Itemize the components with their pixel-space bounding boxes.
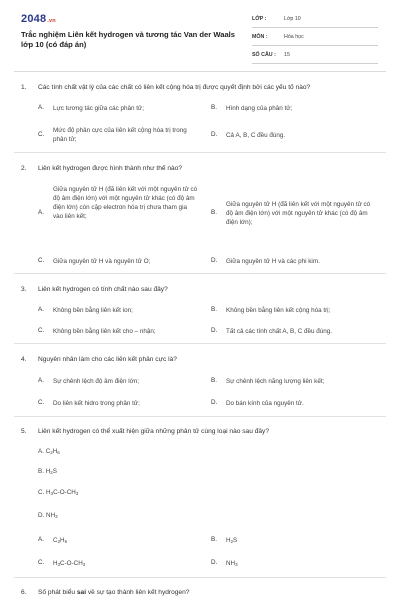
logo-suffix: .vn: [47, 18, 56, 24]
header: [0, 0, 400, 72]
option-letter: A.: [38, 536, 44, 543]
divider: [14, 416, 386, 417]
formula-line-a: A. $C_2H_6$: [38, 448, 60, 455]
meta-key: LỚP :: [252, 16, 267, 22]
option-text: Do liên kết hidro trong phân tử;: [53, 400, 140, 407]
question-number: 2.: [21, 165, 27, 172]
option-text: $NH_3$: [226, 560, 238, 567]
option-letter: C.: [38, 559, 45, 566]
question-number: 1.: [21, 84, 27, 91]
formula-line-b: B. $H_2S$: [38, 468, 57, 475]
meta-row-count: [252, 50, 378, 64]
page-title: Trắc nghiệm Liên kết hydrogen và tương tác Van der Waals lớp 10 (có đáp án): [21, 30, 236, 50]
option-text: Hình dạng của phân tử;: [226, 105, 293, 112]
meta-value: 15: [284, 52, 290, 58]
option-letter: D.: [211, 399, 218, 406]
option-text: Tất cả các tính chất A, B, C đều đúng.: [226, 328, 333, 335]
question-text: Liên kết hydrogen có tính chất nào sau đây?: [38, 286, 168, 293]
option-letter: A.: [38, 377, 44, 384]
question-text: Nguyên nhân làm cho các liên kết phân cực là?: [38, 356, 177, 363]
option-text: Mức độ phân cực của liên kết cộng hóa trị trong phân tử;: [53, 127, 187, 144]
option-text: $H_3C-O-CH_3$: [53, 560, 86, 567]
divider: [14, 343, 386, 344]
meta-key: MÔN :: [252, 34, 268, 40]
option-letter: B.: [211, 104, 217, 111]
option-letter: D.: [211, 257, 218, 264]
option-letter: B.: [211, 377, 217, 384]
question-text: Số phát biểu sai về sự tạo thành liên kết hydrogen?: [38, 589, 190, 596]
option-text: Không bền bằng liên kết cộng hóa trị;: [226, 307, 331, 314]
option-letter: D.: [211, 327, 218, 334]
option-letter: C.: [38, 327, 45, 334]
option-text: $C_2H_6$: [53, 537, 68, 544]
option-text: Cả A, B, C đều đúng.: [226, 132, 286, 139]
meta-value: Hóa học: [284, 34, 304, 40]
option-text: Sự chênh lệch năng lượng liên kết;: [226, 378, 325, 385]
option-text: Giữa nguyên tử H và nguyên tử O;: [53, 258, 151, 265]
option-text: $H_2S$: [226, 537, 238, 544]
option-letter: B.: [211, 209, 217, 216]
option-letter: A.: [38, 209, 44, 216]
divider: [14, 273, 386, 274]
meta-row-class: [252, 14, 378, 28]
question-text: Liên kết hydrogen được hình thành như thế nào?: [38, 165, 183, 172]
option-text: Giữa nguyên tử H và các phi kim.: [226, 258, 320, 265]
divider: [14, 152, 386, 153]
meta-key: SỐ CÂU :: [252, 52, 276, 58]
option-text: Giữa nguyên tử H (đã liên kết với một nguyên tử có độ âm điện lớn) với một nguyên tử khác (có độ âm điện lớn);: [226, 201, 371, 227]
logo-text: 2048: [21, 13, 47, 25]
option-text: Giữa nguyên tử H (đã liên kết với một nguyên tử có độ âm điện lớn) với một nguyên tử khác (có độ âm điện lớn) còn cặp electron hóa trị chưa tham gia vào liên kết;: [53, 186, 198, 221]
site-logo[interactable]: [21, 12, 56, 27]
meta-panel: [252, 14, 378, 68]
divider: [14, 577, 386, 578]
option-letter: B.: [211, 536, 217, 543]
divider: [14, 71, 386, 72]
option-letter: A.: [38, 104, 44, 111]
question-number: 3.: [21, 286, 27, 293]
option-letter: A.: [38, 306, 44, 313]
option-letter: C.: [38, 257, 45, 264]
option-letter: D.: [211, 559, 218, 566]
option-letter: C.: [38, 131, 45, 138]
option-letter: D.: [211, 131, 218, 138]
option-text: Lực tương tác giữa các phân tử;: [53, 105, 145, 112]
question-number: 6.: [21, 589, 27, 596]
formula-line-d: D. $NH_3$: [38, 512, 58, 519]
question-text: Các tính chất vật lý của các chất có liên kết cộng hóa trị được quyết định bởi các yếu tố nào?: [38, 84, 311, 91]
option-text: Không bền bằng liên kết ion;: [53, 307, 133, 314]
option-letter: B.: [211, 306, 217, 313]
option-letter: C.: [38, 399, 45, 406]
meta-row-subject: [252, 32, 378, 46]
question-number: 5.: [21, 428, 27, 435]
option-text: Không bền bằng liên kết cho – nhận;: [53, 328, 156, 335]
question-text: Liên kết hydrogen có thể xuất hiện giữa những phân tử cùng loại nào sau đây?: [38, 428, 270, 435]
question-number: 4.: [21, 356, 27, 363]
option-text: Do bán kính của nguyên tử.: [226, 400, 304, 407]
formula-line-c: C. $H_3C-O-CH_3$: [38, 489, 79, 496]
meta-value: Lớp 10: [284, 16, 301, 22]
option-text: Sự chênh lệch độ âm điện lớn;: [53, 378, 140, 385]
